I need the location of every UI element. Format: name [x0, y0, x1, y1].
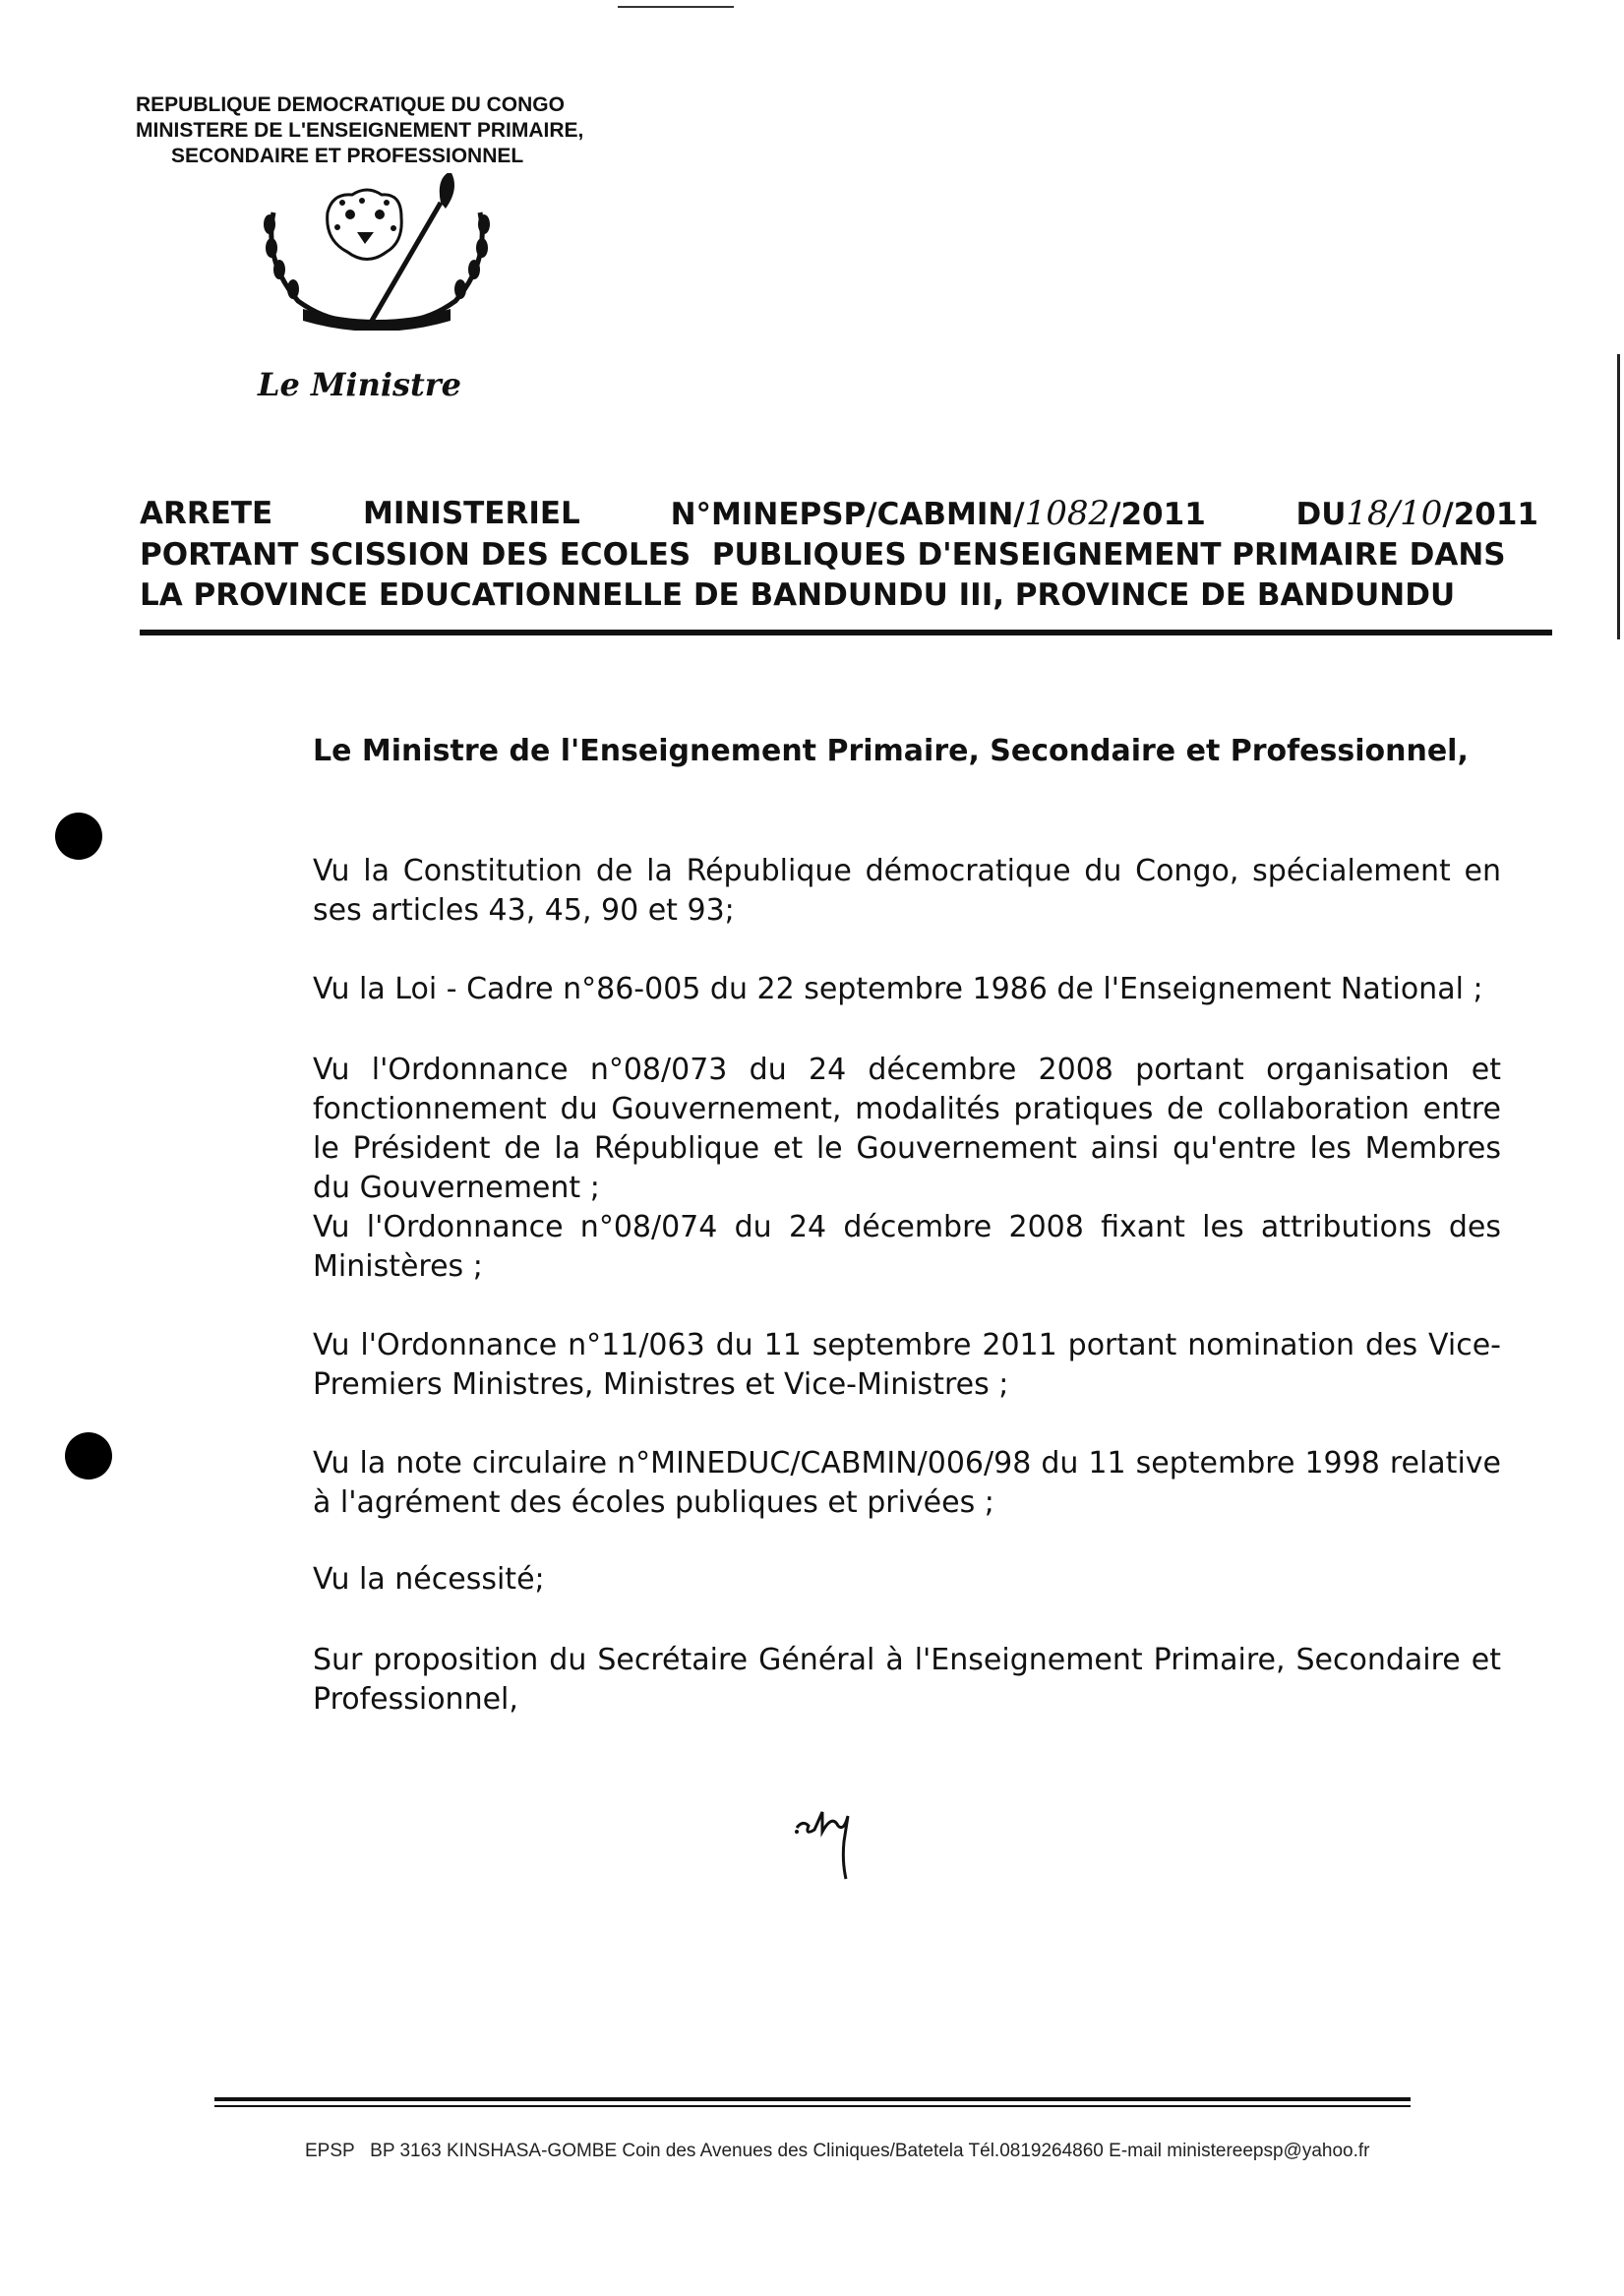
- paragraph-necessite: [140, 1560, 1501, 1600]
- paragraph-proposition: [140, 1641, 1501, 1720]
- paragraph-text: Vu la Loi - Cadre n°86-005 du 22 septembre 1986 de l'Enseignement National ;: [313, 972, 1483, 1006]
- title-ref-number: 1082: [1024, 494, 1111, 533]
- paragraph-ordonnance-08-074: [140, 1208, 1501, 1287]
- paragraph-text: Vu l'Ordonnance n°08/073 du 24 décembre 2008 portant organisation et fonctionnement du Gouvernement, modalités pratiques de collaboration entre le Président de la République et le Gouvernement ainsi qu'entre les Membres du Gouvernement ;: [313, 1053, 1501, 1205]
- letterhead-country: REPUBLIQUE DEMOCRATIQUE DU CONGO: [136, 93, 565, 116]
- title-word-arrete: ARRETE: [140, 496, 273, 531]
- title-line-1: [140, 494, 1538, 535]
- paragraph-constitution: [140, 852, 1501, 931]
- title-ref-year: /2011: [1110, 497, 1206, 532]
- paragraph-text: Vu l'Ordonnance n°08/074 du 24 décembre 2008 fixant les attributions des Ministères ;: [313, 1210, 1501, 1284]
- title-line-3: LA PROVINCE EDUCATIONNELLE DE BANDUNDU III, PROVINCE DE BANDUNDU: [140, 577, 1456, 613]
- preamble-heading: Le Ministre de l'Enseignement Primaire, Secondaire et Professionnel,: [313, 734, 1469, 768]
- paragraph-ordonnance-11-063: [140, 1326, 1501, 1405]
- leopard-coat-of-arms-icon: [254, 173, 500, 331]
- letterhead-ministry-cont: SECONDAIRE ET PROFESSIONNEL: [171, 145, 524, 167]
- title-date-year: /2011: [1442, 497, 1538, 532]
- title-ref-prefix: N°MINEPSP/CABMIN/: [670, 497, 1025, 532]
- paragraph-loi-cadre: [140, 970, 1501, 1009]
- paragraph-note-circulaire: [140, 1444, 1501, 1523]
- paragraph-text: Sur proposition du Secrétaire Général à l'Enseignement Primaire, Secondaire et Professionnel,: [313, 1643, 1501, 1717]
- paragraph-text: Vu la note circulaire n°MINEDUC/CABMIN/006/98 du 11 septembre 1998 relative à l'agrément des écoles publiques et privées ;: [313, 1446, 1501, 1520]
- title-date-prefix: DU: [1295, 497, 1347, 532]
- title-date-handwritten: 18/10: [1346, 494, 1443, 533]
- handwritten-initials-icon: [793, 1802, 872, 1881]
- paragraph-text: Vu la nécessité;: [313, 1562, 545, 1597]
- minister-signature-label: Le Ministre: [258, 366, 462, 403]
- title-reference: [671, 494, 1206, 535]
- punch-hole-mark: [55, 813, 102, 860]
- scan-top-line: [618, 6, 734, 8]
- title-word-ministeriel: MINISTERIEL: [362, 496, 580, 531]
- title-line-2: PORTANT SCISSION DES ECOLES PUBLIQUES D'ENSEIGNEMENT PRIMAIRE DANS: [140, 537, 1506, 573]
- letterhead: [136, 92, 583, 169]
- footer-rule-thin: [214, 2105, 1411, 2107]
- document-title: [140, 494, 1538, 616]
- paragraph-text: Vu l'Ordonnance n°11/063 du 11 septembre 2011 portant nomination des Vice-Premiers Ministres, Ministres et Vice-Ministres ;: [313, 1328, 1501, 1402]
- punch-hole-mark: [65, 1432, 112, 1480]
- title-date: [1296, 494, 1539, 535]
- scan-edge-mark: [1617, 354, 1620, 639]
- footer-rule: [214, 2097, 1411, 2101]
- letterhead-ministry: MINISTERE DE L'ENSEIGNEMENT PRIMAIRE,: [136, 119, 584, 142]
- paragraph-ordonnance-08-073: [140, 1051, 1501, 1208]
- title-underline: [140, 630, 1552, 635]
- footer-address: EPSP BP 3163 KINSHASA-GOMBE Coin des Avenues des Cliniques/Batetela Tél.0819264860 E-mail ministereepsp@yahoo.fr: [305, 2141, 1370, 2161]
- paragraph-text: Vu la Constitution de la République démocratique du Congo, spécialement en ses articles 43, 45, 90 et 93;: [313, 854, 1501, 928]
